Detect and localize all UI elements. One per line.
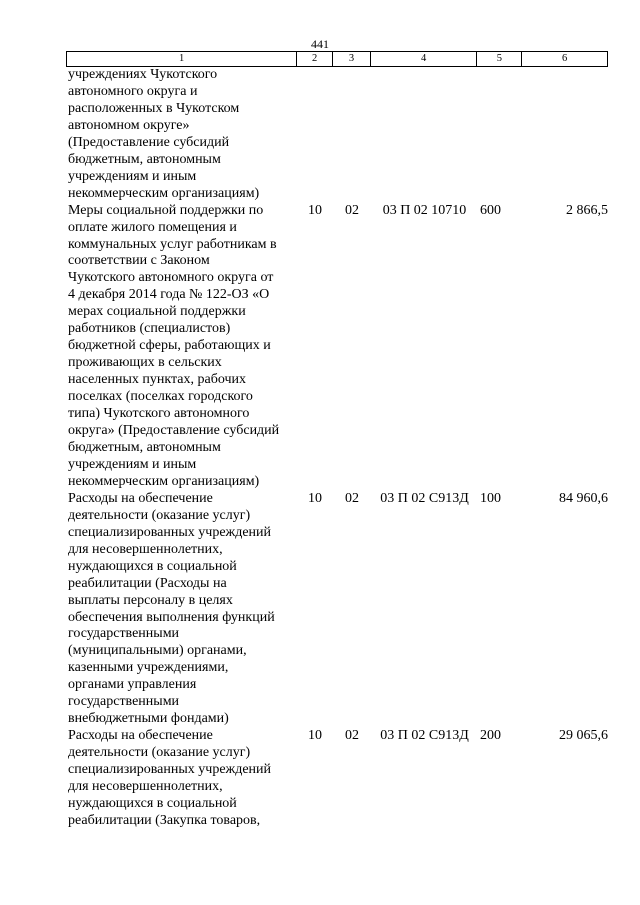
description-line: бюджетной сферы, работающих и [68, 338, 271, 354]
description-line: работников (специалистов) [68, 321, 231, 337]
description-line: Расходы на обеспечение [68, 728, 213, 744]
target-article-code: 03 П 02 10710 [382, 202, 467, 218]
section-code: 10 [308, 728, 322, 744]
table-row [66, 728, 608, 830]
description-line: Чукотского автономного округа от [68, 270, 274, 286]
expense-type-code: 100 [480, 490, 501, 506]
row-description [66, 491, 297, 728]
description-line: 4 декабря 2014 года № 122-ОЗ «О [68, 287, 270, 303]
amount: 29 065,6 [559, 728, 608, 744]
section-code: 10 [308, 490, 322, 506]
description-line: нуждающихся в социальной [68, 795, 237, 811]
description-line: Расходы на обеспечение [68, 490, 213, 506]
section-code: 10 [308, 202, 322, 218]
description-line: для несовершеннолетних, [68, 779, 223, 795]
amount: 84 960,6 [559, 490, 608, 506]
description-line: учреждениям и иным [68, 168, 197, 184]
description-line: специализированных учреждений [68, 762, 272, 778]
expense-type-code: 200 [480, 728, 501, 744]
description-line: бюджетным, автономным [68, 439, 221, 455]
description-line: реабилитации (Закупка товаров, [68, 812, 261, 828]
description-line: государственными [68, 626, 180, 642]
description-line: для несовершеннолетних, [68, 541, 223, 557]
row-description [66, 67, 297, 203]
amount: 2 866,5 [566, 202, 608, 218]
page-number: 441 [311, 37, 329, 51]
description-line: некоммерческим организациям) [68, 473, 260, 489]
description-line: выплаты персоналу в целях [68, 592, 233, 608]
table-header-row [66, 51, 608, 67]
description-line: поселках (поселках городского [68, 389, 253, 405]
table-row [66, 203, 608, 491]
description-line: расположенных в Чукотском [68, 100, 240, 116]
column-header-2: 2 [297, 52, 333, 66]
table-row [66, 491, 608, 728]
description-line: оплате жилого помещения и [68, 219, 237, 235]
description-line: типа) Чукотского автономного [68, 406, 250, 422]
description-line: Меры социальной поддержки по [68, 202, 264, 218]
subsection-code: 02 [345, 202, 359, 218]
description-line: реабилитации (Расходы на [68, 575, 227, 591]
description-line: проживающих в сельских [68, 355, 222, 371]
row-description [66, 203, 297, 491]
description-line: автономного округа и [68, 83, 198, 99]
description-line: (Предоставление субсидий [68, 134, 230, 150]
description-line: коммунальных услуг работникам в [68, 236, 277, 252]
description-line: мерах социальной поддержки [68, 304, 246, 320]
description-line: нуждающихся в социальной [68, 558, 237, 574]
description-line: внебюджетными фондами) [68, 711, 229, 727]
description-line: населенных пунктах, рабочих [68, 372, 247, 388]
description-line: бюджетным, автономным [68, 151, 221, 167]
column-header-4: 4 [371, 52, 478, 66]
description-line: учреждениях Чукотского [68, 67, 218, 82]
description-line: обеспечения выполнения функций [68, 609, 275, 625]
column-header-3: 3 [333, 52, 371, 66]
target-article-code: 03 П 02 С913Д [380, 728, 469, 744]
row-description [66, 728, 297, 830]
column-header-6: 6 [562, 53, 568, 64]
expense-type-code: 600 [480, 202, 501, 218]
description-line: (муниципальными) органами, [68, 643, 247, 659]
description-line: учреждениям и иным [68, 456, 197, 472]
description-line: автономном округе» [68, 117, 190, 133]
expense-type-code [478, 67, 523, 203]
section-code [297, 67, 333, 203]
description-line: округа» (Предоставление субсидий [68, 423, 280, 439]
description-line: органами управления [68, 677, 197, 693]
description-line: специализированных учреждений [68, 524, 272, 540]
description-line: деятельности (оказание услуг) [68, 745, 251, 761]
table-row [66, 67, 608, 203]
description-line: деятельности (оказание услуг) [68, 507, 251, 523]
subsection-code [333, 67, 371, 203]
subsection-code: 02 [345, 490, 359, 506]
description-line: некоммерческим организациям) [68, 185, 260, 201]
table-body [66, 67, 608, 830]
description-line: соответствии с Законом [68, 253, 210, 269]
subsection-code: 02 [345, 728, 359, 744]
amount [523, 67, 608, 203]
target-article-code [371, 67, 478, 203]
description-line: государственными [68, 694, 180, 710]
column-header-1: 1 [67, 52, 297, 66]
column-header-5: 5 [477, 52, 522, 66]
description-line: казенными учреждениями, [68, 660, 229, 676]
target-article-code: 03 П 02 С913Д [380, 490, 469, 506]
